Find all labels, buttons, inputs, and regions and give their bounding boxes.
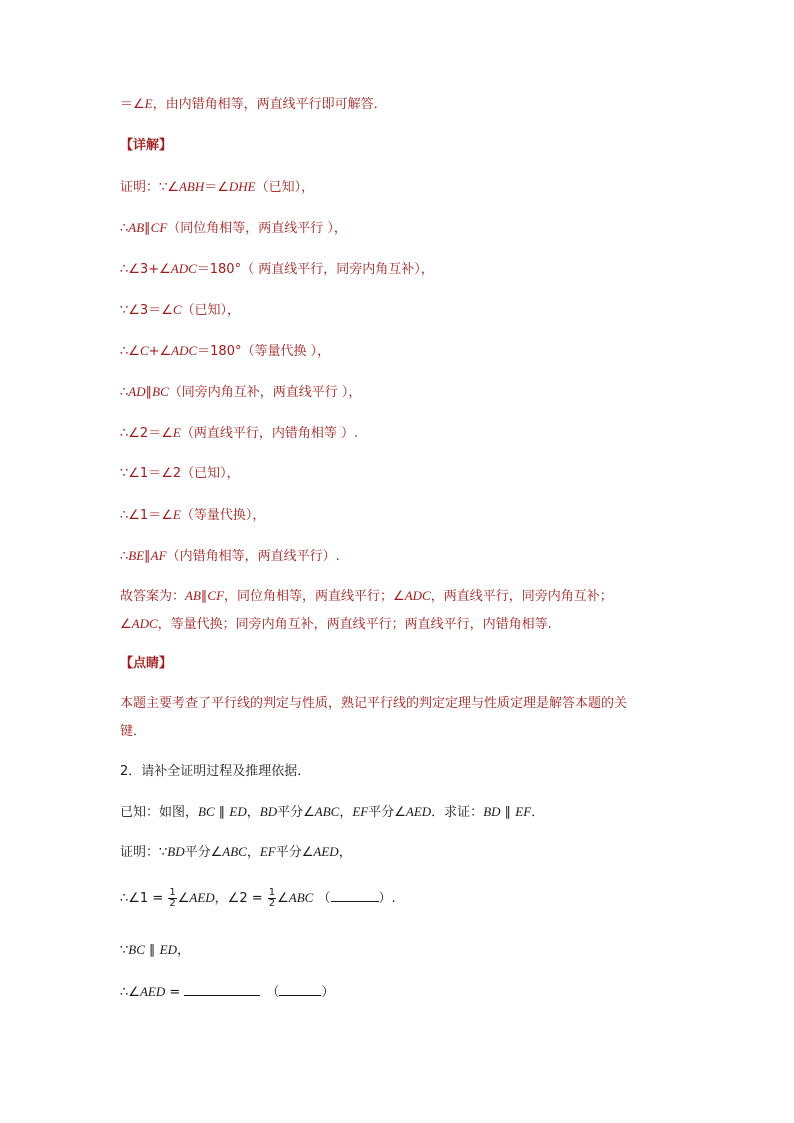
- text: ∥: [200, 589, 208, 604]
- var: C: [172, 302, 182, 317]
- text: （已知），: [255, 180, 315, 195]
- text: ∴∠3+∠: [120, 262, 171, 277]
- step-3: [120, 259, 434, 280]
- text: ）.: [378, 891, 396, 906]
- text: （: [266, 985, 280, 1000]
- proof-line-4: [120, 982, 334, 1003]
- text: ∥: [500, 805, 516, 820]
- text: （同位角相等，两直线平行 ），: [167, 221, 347, 236]
- answer-line-2: [120, 614, 552, 635]
- text: ∴: [120, 385, 129, 400]
- text: ＝∠: [204, 180, 229, 195]
- var: E: [172, 425, 181, 440]
- answer-line-1: [120, 586, 613, 607]
- text: 已知：如图，: [120, 805, 199, 820]
- step-1: [120, 177, 314, 198]
- text: ∥: [144, 549, 151, 564]
- var: BC: [198, 804, 215, 819]
- text: ∴∠: [120, 985, 140, 1000]
- var: E: [172, 507, 181, 522]
- answer-blank[interactable]: [184, 983, 260, 996]
- var: ED: [159, 942, 178, 957]
- text: ，: [339, 805, 353, 820]
- step-7: [120, 423, 358, 444]
- fraction-numerator: 1: [268, 887, 276, 898]
- var: EF: [515, 804, 532, 819]
- text: ∴∠1 =: [120, 891, 168, 906]
- text: ，: [246, 845, 260, 860]
- text: ∥: [144, 943, 160, 958]
- var: DHE: [228, 179, 256, 194]
- intro-line: [120, 94, 387, 115]
- var: AB: [128, 220, 145, 235]
- proof-line-1: [120, 842, 352, 863]
- text: ，同位角相等，两直线平行；∠: [224, 589, 405, 604]
- var: CF: [207, 588, 225, 603]
- text: ，两直线平行，同旁内角互补；: [430, 589, 613, 604]
- var: BD: [259, 804, 278, 819]
- var: ADC: [131, 616, 158, 631]
- text: ∠: [120, 617, 132, 632]
- text: 故答案为：: [120, 589, 186, 604]
- text: （两直线平行，内错角相等 ）.: [180, 426, 359, 441]
- problem-title: 2．请补全证明过程及推理依据．: [120, 764, 311, 779]
- step-9: [120, 505, 265, 526]
- answer-blank[interactable]: [279, 983, 321, 996]
- answer-blank[interactable]: [331, 889, 379, 902]
- text: ，∠2 =: [214, 891, 267, 906]
- step-2: [120, 218, 347, 239]
- var: E: [144, 96, 153, 111]
- var: AD: [128, 384, 146, 399]
- text: （内错角相等，两直线平行）.: [166, 549, 340, 564]
- var: ABC: [314, 804, 340, 819]
- text: ，由内错角相等，两直线平行即可解答．: [152, 97, 387, 112]
- proof-line-2: [120, 888, 396, 909]
- text: ∵∠1＝∠2（已知），: [120, 466, 240, 481]
- text: 平分∠: [275, 845, 314, 860]
- var: AED: [405, 804, 432, 819]
- var: AED: [189, 890, 215, 905]
- text: ∴∠2＝∠: [120, 426, 173, 441]
- text: 平分∠: [184, 845, 223, 860]
- comment-line-2: 键．: [120, 724, 147, 739]
- text: ．: [531, 805, 545, 820]
- text: ，: [177, 943, 191, 958]
- text: （等量代换），: [180, 508, 266, 523]
- comment-line-1: 本题主要考查了平行线的判定与性质，熟记平行线的判定定理与性质定理是解答本题的关: [120, 696, 628, 711]
- text: ，: [338, 845, 352, 860]
- var: EF: [352, 804, 369, 819]
- fraction-denominator: 2: [268, 898, 276, 909]
- text: ＝∠: [120, 97, 145, 112]
- var: AB: [185, 588, 201, 603]
- text: 平分∠: [368, 805, 406, 820]
- text: ∵: [120, 943, 129, 958]
- text: ∠: [177, 891, 190, 906]
- var: C: [139, 343, 149, 358]
- text: ∥: [145, 385, 153, 400]
- text: 证明：∵∠: [120, 180, 179, 195]
- var: ADC: [170, 261, 197, 276]
- text: （同旁内角互补，两直线平行 ），: [168, 385, 362, 400]
- var: BD: [167, 844, 185, 859]
- proof-line-3: [120, 940, 190, 961]
- text: 证明：∵: [120, 845, 168, 860]
- step-8: [120, 464, 240, 484]
- var: BD: [483, 804, 501, 819]
- text: （已知），: [181, 303, 241, 318]
- var: AF: [150, 548, 167, 563]
- text: ∴∠: [120, 344, 140, 359]
- text: ＝180°（ 两直线平行，同旁内角互补），: [196, 262, 434, 277]
- text: =: [165, 985, 185, 1000]
- text: 平分∠: [277, 805, 315, 820]
- text: ）: [321, 985, 335, 1000]
- step-4: [120, 300, 240, 321]
- fraction-numerator: 1: [169, 887, 176, 898]
- text: ．求证：: [431, 805, 484, 820]
- var: BE: [128, 548, 145, 563]
- var: ADC: [171, 343, 198, 358]
- text: ∵∠3＝∠: [120, 303, 173, 318]
- text: ＝180°（等量代换 ），: [197, 344, 331, 359]
- text: （: [313, 891, 331, 906]
- text: ∥: [144, 221, 151, 236]
- var: EF: [259, 844, 276, 859]
- detail-heading: 【详解】: [120, 138, 173, 153]
- var: ABC: [222, 844, 247, 859]
- fraction-half: [268, 888, 276, 909]
- step-10: [120, 546, 340, 567]
- var: BC: [128, 942, 145, 957]
- text: ∴: [120, 221, 129, 236]
- text: +∠: [148, 344, 172, 359]
- var: AED: [313, 844, 339, 859]
- var: ABH: [178, 179, 205, 194]
- var: ABC: [288, 890, 314, 905]
- problem-given: [120, 802, 544, 823]
- text: ，: [246, 805, 260, 820]
- step-5: [120, 341, 330, 362]
- fraction-denominator: 2: [169, 898, 176, 909]
- text: ∴∠1＝∠: [120, 508, 173, 523]
- var: AED: [139, 984, 166, 999]
- comment-heading: 【点睛】: [120, 656, 173, 671]
- text: ∴: [120, 549, 129, 564]
- var: ADC: [404, 588, 431, 603]
- var: CF: [150, 220, 168, 235]
- step-6: [120, 382, 361, 403]
- text: ∥: [214, 805, 230, 820]
- fraction-half: [168, 888, 176, 909]
- text: ，等量代换；同旁内角互补，两直线平行；两直线平行，内错角相等.: [157, 617, 552, 632]
- var: BC: [152, 384, 169, 399]
- var: ED: [229, 804, 247, 819]
- text: ∠: [277, 891, 289, 906]
